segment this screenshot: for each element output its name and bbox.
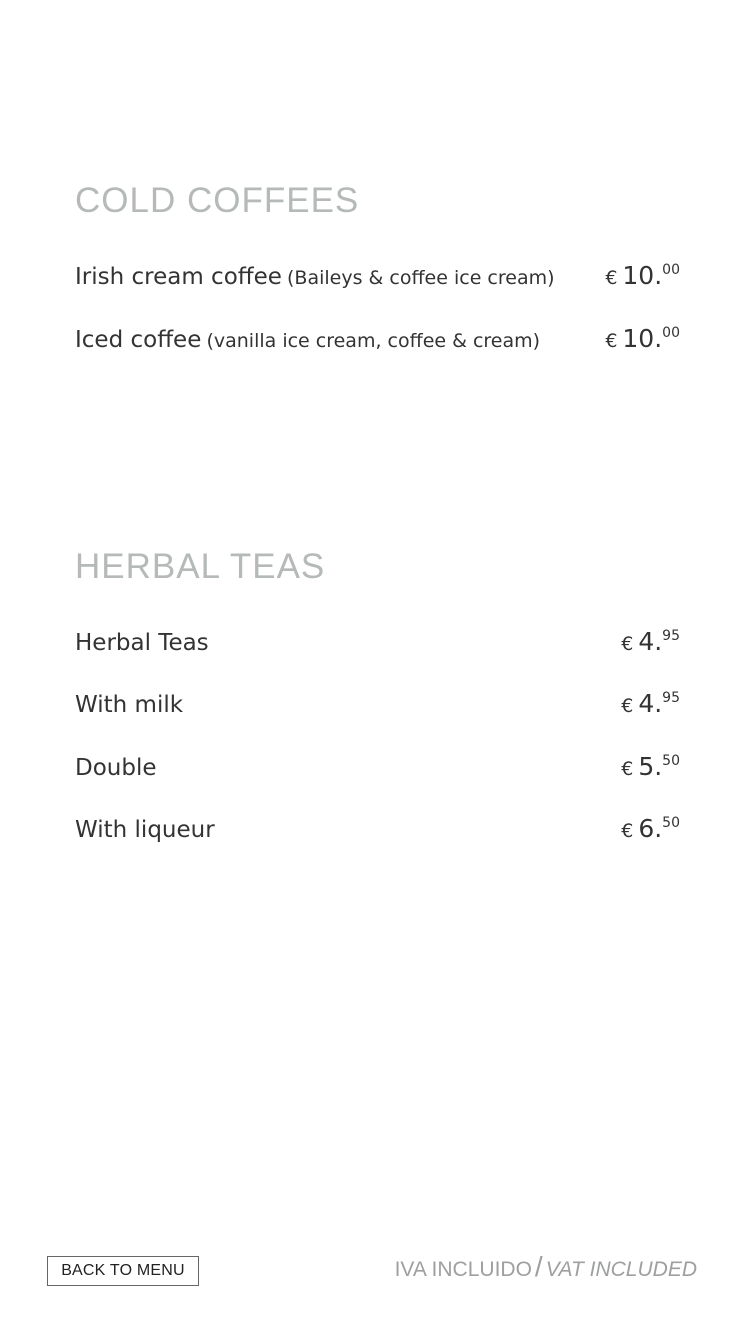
vat-text-es: IVA INCLUIDO [394, 1258, 532, 1281]
price-decimals: 95 [662, 628, 680, 644]
price-decimals: 50 [662, 815, 680, 831]
vat-notice [395, 1251, 697, 1283]
menu-item [75, 261, 680, 290]
item-name: Herbal Teas [75, 630, 209, 656]
price-decimals: 50 [662, 753, 680, 769]
item-label [75, 264, 555, 290]
menu-item [75, 689, 680, 718]
section-title-cold-coffees: COLD COFFEES [75, 181, 360, 220]
price-main: 10. [622, 261, 663, 290]
price-main: 10. [622, 324, 663, 353]
menu-item [75, 627, 680, 656]
section-title-herbal-teas: HERBAL TEAS [75, 547, 326, 586]
currency-symbol: € [621, 695, 634, 717]
currency-symbol: € [621, 758, 634, 780]
item-name: With milk [75, 692, 184, 718]
item-name: Double [75, 755, 157, 781]
vat-separator: / [534, 1251, 543, 1282]
item-price [605, 261, 680, 290]
item-price [621, 814, 680, 843]
cold-coffees-section [75, 183, 680, 383]
herbal-teas-section [75, 549, 680, 849]
vat-text-en: VAT INCLUDED [545, 1258, 697, 1281]
currency-symbol: € [605, 267, 618, 289]
item-description: (Baileys & coffee ice cream) [287, 267, 555, 289]
menu-item [75, 752, 680, 781]
price-main: 4. [638, 689, 663, 718]
currency-symbol: € [621, 633, 634, 655]
item-name: With liqueur [75, 817, 215, 843]
item-price [621, 689, 680, 718]
price-decimals: 00 [662, 262, 680, 278]
item-price [605, 324, 680, 353]
price-decimals: 00 [662, 325, 680, 341]
item-name: Irish cream coffee [75, 264, 282, 290]
menu-item [75, 814, 680, 843]
price-main: 6. [638, 814, 663, 843]
item-price [621, 627, 680, 656]
currency-symbol: € [621, 820, 634, 842]
back-to-menu-button[interactable]: BACK TO MENU [47, 1256, 199, 1286]
menu-item [75, 324, 680, 353]
price-decimals: 95 [662, 690, 680, 706]
price-main: 5. [638, 752, 663, 781]
currency-symbol: € [605, 330, 618, 352]
item-label [75, 327, 540, 353]
item-description: (vanilla ice cream, coffee & cream) [206, 330, 541, 352]
price-main: 4. [638, 627, 663, 656]
item-price [621, 752, 680, 781]
item-name: Iced coffee [75, 327, 202, 353]
